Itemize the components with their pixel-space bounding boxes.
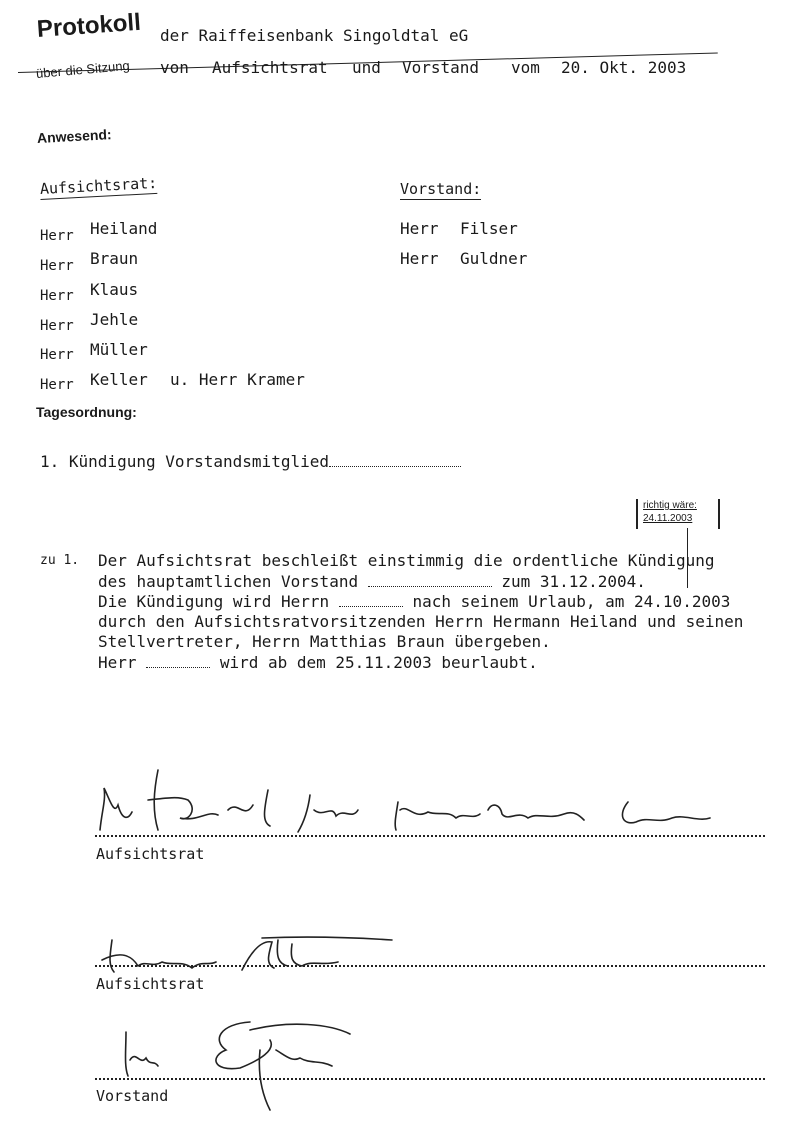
member-extra: u. Herr Kramer xyxy=(170,370,305,389)
member-prefix: Herr xyxy=(40,377,74,393)
member-name: Guldner xyxy=(460,249,528,268)
correction-note xyxy=(636,499,720,529)
executive-board-heading: Vorstand: xyxy=(400,180,482,198)
member-name: Klaus xyxy=(90,280,139,299)
meeting-subtitle: über die Sitzung xyxy=(35,57,131,81)
redaction-dots xyxy=(329,456,461,467)
correction-label: richtig wäre: xyxy=(643,500,697,511)
meeting-date: 20. Okt. 2003 xyxy=(561,58,687,77)
resolution-text: Herr xyxy=(98,653,137,672)
member-name: Jehle xyxy=(90,310,139,329)
agenda-heading: Tagesordnung: xyxy=(36,404,137,420)
resolution-line: Stellvertreter, Herrn Matthias Braun übergeben. xyxy=(98,632,551,651)
resolution-line xyxy=(98,592,730,611)
member-prefix: Herr xyxy=(40,228,74,244)
signature-scribbles xyxy=(88,760,728,840)
signature-label: Aufsichtsrat xyxy=(96,975,205,993)
header-vom: vom xyxy=(511,58,540,77)
signature-line xyxy=(95,835,765,837)
member-name: Filser xyxy=(460,219,518,238)
resolution-line: durch den Aufsichtsratvorsitzenden Herrn Hermann Heiland und seinen xyxy=(98,612,744,631)
signature-label: Vorstand xyxy=(96,1087,169,1105)
resolution-text: des hauptamtlichen Vorstand xyxy=(98,572,359,591)
member-prefix: Herr xyxy=(40,258,74,274)
signature-line xyxy=(95,965,765,967)
signature-label: Aufsichtsrat xyxy=(96,845,205,863)
redaction-dots xyxy=(146,657,210,668)
signature-scribbles xyxy=(92,930,412,980)
member-name: Braun xyxy=(90,249,139,268)
agenda-item xyxy=(40,452,461,471)
member-name: Heiland xyxy=(90,219,158,238)
bank-name: der Raiffeisenbank Singoldtal eG xyxy=(160,26,469,45)
resolution-line xyxy=(98,653,538,672)
header-vorstand: Vorstand xyxy=(402,58,480,77)
supervisory-board-heading: Aufsichtsrat: xyxy=(39,173,158,198)
agenda-item-text: 1. Kündigung Vorstandsmitglied xyxy=(40,452,329,471)
resolution-text: Die Kündigung wird Herrn xyxy=(98,592,330,611)
resolution-line xyxy=(98,572,646,591)
signature-line xyxy=(95,1078,765,1080)
resolution-text: wird ab dem 25.11.2003 beurlaubt. xyxy=(219,653,538,672)
header-von: von xyxy=(160,58,189,77)
member-prefix: Herr xyxy=(400,219,439,238)
header-gremium: Aufsichtsrat xyxy=(212,58,328,77)
attendance-heading: Anwesend: xyxy=(36,126,113,146)
member-name: Keller xyxy=(90,370,148,389)
resolution-line: Der Aufsichtsrat beschleißt einstimmig die ordentliche Kündigung xyxy=(98,551,715,570)
resolution-number: zu 1. xyxy=(40,553,80,568)
member-prefix: Herr xyxy=(400,249,439,268)
member-name: Müller xyxy=(90,340,148,359)
redaction-dots xyxy=(339,596,403,607)
correction-date: 24.11.2003 xyxy=(643,513,693,524)
resolution-text: nach seinem Urlaub, am 24.10.2003 xyxy=(412,592,731,611)
member-prefix: Herr xyxy=(40,318,74,334)
member-prefix: Herr xyxy=(40,288,74,304)
header-und: und xyxy=(352,58,381,77)
document-title: Protokoll xyxy=(36,8,142,43)
member-prefix: Herr xyxy=(40,347,74,363)
resolution-text: zum 31.12.2004. xyxy=(501,572,646,591)
redaction-dots xyxy=(368,576,492,587)
